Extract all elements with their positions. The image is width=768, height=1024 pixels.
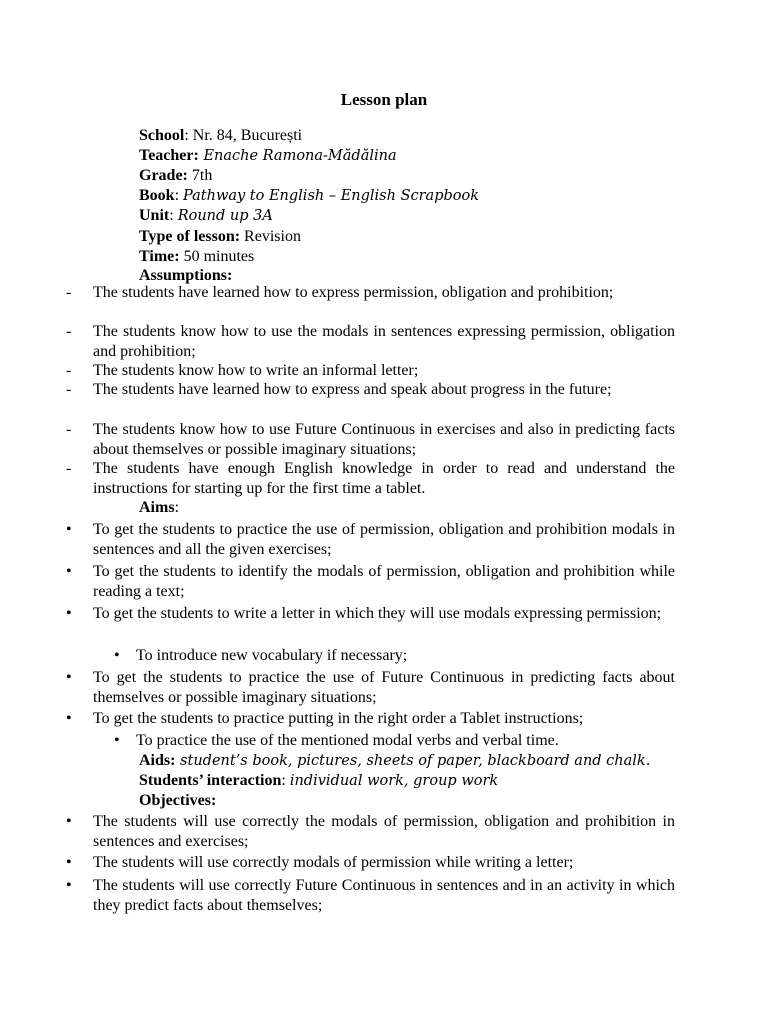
bullet-marker: • [66, 813, 72, 830]
aim-subitem [114, 646, 408, 666]
book-value: Pathway to English – English Scrapbook [183, 187, 480, 204]
type-value: Revision [240, 227, 301, 245]
bullet-marker: • [66, 563, 72, 580]
aim-text: To get the students to practice putting in the right order a Tablet instructions; [93, 710, 584, 727]
objective-item [66, 812, 675, 851]
grade-row [139, 166, 479, 186]
book-separator: : [174, 186, 184, 204]
book-label: Book [139, 186, 175, 204]
school-label: School [139, 127, 185, 144]
aim-text: To introduce new vocabulary if necessary; [136, 647, 408, 664]
interaction-row [139, 771, 498, 792]
objective-item [66, 876, 675, 915]
assumption-item [66, 361, 675, 381]
assumption-text: The students know how to use the modals in sentences expressing permission, obligation and prohibition; [93, 323, 675, 360]
bullet-marker: • [114, 647, 120, 664]
time-value: 50 minutes [179, 247, 255, 265]
assumption-text: The students know how to use Future Continuous in exercises and also in predicting facts about themselves or possible imaginary situations; [93, 421, 675, 458]
aim-item [66, 520, 675, 559]
aim-text: To get the students to practice the use of permission, obligation and prohibition modals in sentences and all the given exercises; [93, 521, 675, 558]
aim-item [66, 562, 675, 601]
bullet-marker: • [114, 732, 120, 749]
assumption-item [66, 283, 675, 303]
bullet-marker: • [66, 669, 72, 686]
interaction-label: Students’ interaction [139, 772, 282, 789]
objective-text: The students will use correctly modals of permission while writing a letter; [93, 854, 574, 871]
assumption-text: The students have learned how to express and speak about progress in the future; [93, 381, 612, 398]
assumption-item [66, 420, 675, 459]
assumption-item [66, 380, 675, 400]
type-row [139, 227, 479, 247]
time-label: Time: [139, 247, 180, 265]
unit-label: Unit [139, 207, 170, 225]
aids-label: Aids: [139, 752, 176, 769]
dash-marker: - [66, 460, 72, 477]
assumption-text: The students have learned how to express permission, obligation and prohibition; [93, 284, 614, 301]
teacher-label: Teacher: [139, 146, 199, 164]
bullet-marker: • [66, 605, 72, 622]
bullet-marker: • [66, 521, 72, 538]
bullet-marker: • [66, 877, 72, 894]
unit-row [139, 206, 479, 227]
assumption-item [66, 459, 675, 498]
objective-text: The students will use correctly the modals of permission, obligation and prohibition in sentences and exercises; [93, 813, 675, 850]
page-title: Lesson plan [340, 90, 428, 109]
aim-text: To practice the use of the mentioned modal verbs and verbal time. [136, 732, 559, 749]
teacher-value: Enache Ramona-Mădălina [198, 147, 397, 164]
aim-text: To get the students to practice the use of Future Continuous in predicting facts about themselves or possible imaginary situations; [93, 669, 675, 706]
time-row [139, 247, 479, 267]
aims-heading: Aims: [139, 499, 180, 516]
grade-label: Grade: [139, 167, 188, 185]
unit-separator: : [169, 207, 178, 225]
bullet-marker: • [66, 854, 72, 871]
book-row [139, 186, 479, 207]
dash-marker: - [66, 421, 72, 438]
aids-row [139, 751, 650, 772]
interaction-value: individual work, group work [289, 773, 499, 789]
aim-item [66, 604, 675, 624]
teacher-row [139, 146, 479, 167]
objectives-heading: Objectives: [139, 792, 217, 809]
aim-item [66, 668, 675, 707]
dash-marker: - [66, 381, 72, 398]
school-row [139, 126, 479, 146]
type-label: Type of lesson: [139, 227, 241, 245]
dash-marker: - [66, 362, 72, 379]
assumption-text: The students know how to write an informal letter; [93, 362, 419, 379]
unit-value: Round up 3A [177, 208, 273, 225]
school-value: : Nr. 84, București [184, 127, 303, 144]
lesson-info [139, 126, 479, 286]
aids-value: student’s book, pictures, sheets of paper, blackboard and chalk. [175, 753, 651, 769]
dash-marker: - [66, 284, 72, 301]
bullet-marker: • [66, 710, 72, 727]
assumption-text: The students have enough English knowledge in order to read and understand the instructions for starting up for the first time a tablet. [93, 460, 675, 497]
aim-subitem [114, 731, 559, 751]
aim-text: To get the students to write a letter in which they will use modals expressing permission; [93, 605, 662, 622]
aim-text: To get the students to identify the modals of permission, obligation and prohibition while reading a text; [93, 563, 675, 600]
aim-item [66, 709, 675, 729]
interaction-separator: : [281, 772, 290, 789]
objective-text: The students will use correctly Future Continuous in sentences and in an activity in which they predict facts about themselves; [93, 877, 675, 914]
assumption-item [66, 322, 675, 361]
assumptions-heading: Assumptions: [139, 267, 233, 285]
grade-value: 7th [187, 167, 213, 185]
dash-marker: - [66, 323, 72, 340]
objective-item [66, 853, 675, 873]
